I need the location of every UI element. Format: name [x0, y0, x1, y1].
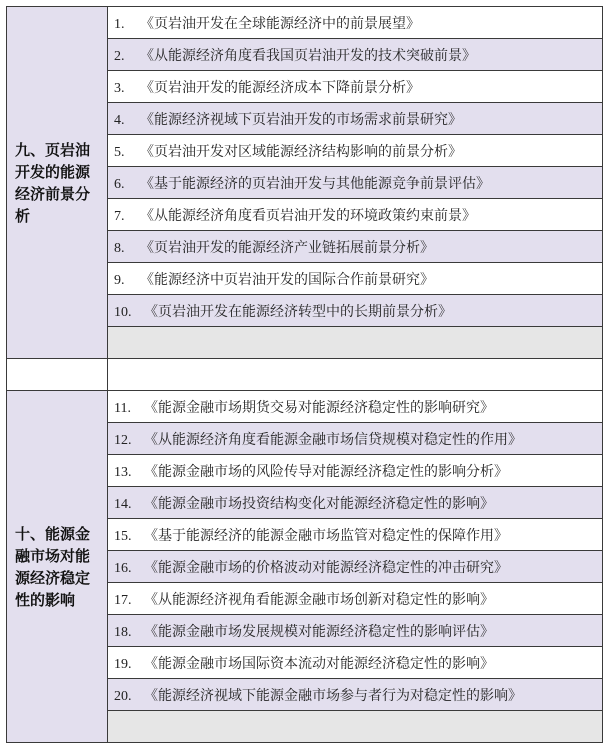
section-title: 九、页岩油开发的能源经济前景分析: [7, 7, 108, 359]
list-item: 19. 《能源金融市场国际资本流动对能源经济稳定性的影响》: [108, 647, 603, 679]
list-item: 20. 《能源经济视域下能源金融市场参与者行为对稳定性的影响》: [108, 679, 603, 711]
list-item: 8. 《页岩油开发的能源经济产业链拓展前景分析》: [108, 231, 603, 263]
empty-cell: [108, 359, 603, 391]
section-title: 十、能源金融市场对能源经济稳定性的影响: [7, 391, 108, 743]
list-item: 11. 《能源金融市场期货交易对能源经济稳定性的影响研究》: [108, 391, 603, 423]
table-row: [7, 391, 603, 423]
list-item: 17. 《从能源经济视角看能源金融市场创新对稳定性的影响》: [108, 583, 603, 615]
list-item: 18. 《能源金融市场发展规模对能源经济稳定性的影响评估》: [108, 615, 603, 647]
list-item: 2. 《从能源经济角度看我国页岩油开发的技术突破前景》: [108, 39, 603, 71]
list-item: 9. 《能源经济中页岩油开发的国际合作前景研究》: [108, 263, 603, 295]
list-item: 14. 《能源金融市场投资结构变化对能源经济稳定性的影响》: [108, 487, 603, 519]
topic-table: [6, 6, 603, 743]
list-item: 7. 《从能源经济角度看页岩油开发的环境政策约束前景》: [108, 199, 603, 231]
list-item: 1. 《页岩油开发在全球能源经济中的前景展望》: [108, 7, 603, 39]
list-item: 5. 《页岩油开发对区域能源经济结构影响的前景分析》: [108, 135, 603, 167]
list-item: 13. 《能源金融市场的风险传导对能源经济稳定性的影响分析》: [108, 455, 603, 487]
table-row: [7, 7, 603, 39]
empty-cell: [108, 711, 603, 743]
empty-cell: [7, 359, 108, 391]
list-item: 3. 《页岩油开发的能源经济成本下降前景分析》: [108, 71, 603, 103]
list-item: 16. 《能源金融市场的价格波动对能源经济稳定性的冲击研究》: [108, 551, 603, 583]
empty-cell: [108, 327, 603, 359]
spacer-row: [7, 359, 603, 391]
list-item: 15. 《基于能源经济的能源金融市场监管对稳定性的保障作用》: [108, 519, 603, 551]
list-item: 4. 《能源经济视域下页岩油开发的市场需求前景研究》: [108, 103, 603, 135]
list-item: 6. 《基于能源经济的页岩油开发与其他能源竞争前景评估》: [108, 167, 603, 199]
list-item: 12. 《从能源经济角度看能源金融市场信贷规模对稳定性的作用》: [108, 423, 603, 455]
list-item: 10. 《页岩油开发在能源经济转型中的长期前景分析》: [108, 295, 603, 327]
